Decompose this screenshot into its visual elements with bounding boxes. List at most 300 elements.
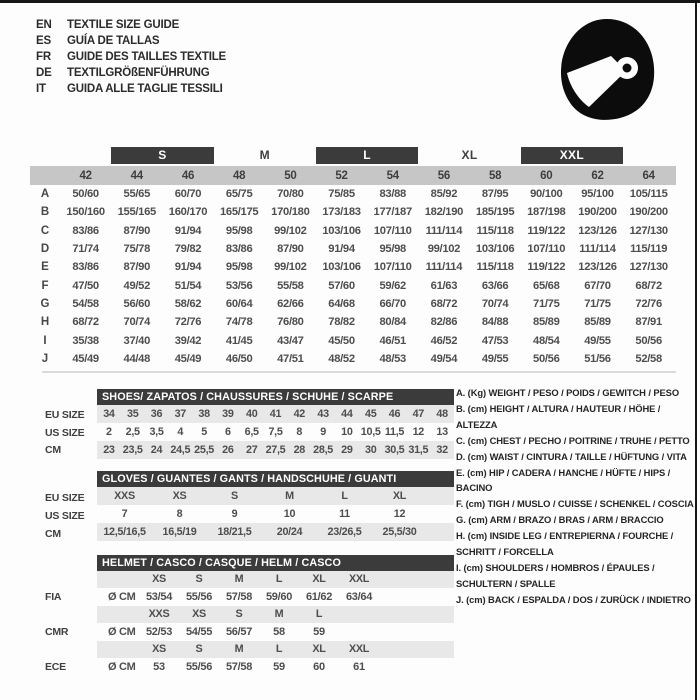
measure-value: 55/58 [277, 279, 304, 292]
helmet-size: L [275, 573, 283, 586]
measure-value: 74/78 [225, 316, 253, 329]
helmet-value: 56/57 [225, 625, 253, 638]
measure-value: 50/56 [635, 334, 662, 347]
section-value: 18/21,5 [217, 526, 252, 538]
row-letter: J [41, 352, 49, 365]
helmet-size: L [315, 608, 323, 621]
measure-row-i [30, 331, 676, 349]
measure-value: 78/82 [328, 316, 355, 329]
measure-value: 64/68 [328, 297, 355, 310]
section-value: 30 [364, 444, 377, 456]
measure-value: 57/60 [328, 279, 355, 292]
helmet-value: 59/60 [265, 590, 293, 603]
table-bottom-divider [42, 371, 676, 373]
measure-value: 71/74 [72, 243, 99, 256]
section-value: 47 [412, 408, 424, 420]
measure-row-e [30, 258, 676, 276]
measure-row-h [30, 313, 676, 331]
section-row [97, 505, 454, 523]
measure-value: 63/66 [481, 279, 509, 292]
measure-value: 105/115 [629, 188, 668, 201]
helmet-icon [553, 14, 663, 126]
size-group-m: M [259, 148, 270, 162]
language-code: IT [36, 83, 46, 95]
section-value: 23,5 [122, 444, 143, 456]
size-number: 62 [591, 169, 604, 182]
section-value: 29 [341, 444, 353, 456]
helmet-size-row [97, 606, 454, 623]
section-value: 20/24 [276, 526, 303, 538]
helmet-value: 53/54 [145, 590, 173, 603]
measure-value: 50/56 [533, 352, 560, 365]
helmet-size: XXL [348, 643, 370, 656]
measure-value: 68/72 [635, 279, 662, 292]
gloves-section-table [97, 471, 454, 541]
legend-item: J. (cm) BACK / ESPALDA / DOS / ZURÜCK / INDIETRO [456, 593, 691, 605]
measure-value: 35/38 [72, 334, 99, 347]
row-label: US SIZE [45, 427, 85, 439]
measure-value: 54/58 [72, 297, 99, 310]
section-value: 23/26,5 [327, 526, 362, 538]
measure-row-g [30, 295, 676, 313]
row-label: EU SIZE [45, 492, 85, 504]
section-row [97, 423, 454, 441]
row-letter: D [40, 243, 50, 256]
section-row [97, 487, 454, 505]
measure-value: 60/64 [225, 297, 253, 310]
measure-value: 150/160 [66, 206, 105, 219]
measure-value: 50/60 [72, 188, 99, 201]
section-value: 24 [150, 444, 163, 456]
measure-value: 59/62 [379, 279, 406, 292]
measure-value: 107/110 [373, 224, 412, 237]
measure-value: 56/60 [123, 297, 151, 310]
helmet-size: S [195, 643, 203, 656]
helmet-table [97, 555, 454, 676]
section-value: 9 [231, 508, 238, 520]
measure-value: 95/100 [581, 188, 614, 201]
section-row [97, 523, 454, 541]
language-row [36, 65, 226, 81]
measure-value: 119/122 [527, 224, 566, 237]
helmet-value: 57/58 [225, 660, 253, 673]
section-value: 31,5 [408, 444, 429, 456]
section-value: 42 [293, 408, 305, 420]
size-number: 52 [335, 169, 348, 182]
legend-item: F. (cm) TIGH / MUSLO / CUISSE / SCHENKEL / COSCIA [456, 498, 694, 510]
measure-value: 123/126 [578, 224, 617, 237]
measure-value: 47/50 [72, 279, 99, 292]
section-row [97, 441, 454, 459]
language-code: DE [36, 67, 52, 79]
language-code: FR [36, 51, 51, 63]
legend-item: I. (cm) SHOULDERS / HOMBROS / ÉPAULES / SCHULTERN / SPALLE [456, 561, 655, 589]
section-value: 28 [293, 444, 305, 456]
measure-value: 119/122 [527, 261, 566, 274]
helmet-value-row [97, 623, 454, 642]
language-title: TEXTILGRÖßENFÜHRUNG [67, 67, 210, 79]
measure-value: 58/62 [174, 297, 202, 310]
measure-value: 115/118 [476, 261, 514, 274]
shoes-section-header: SHOES/ ZAPATOS / CHAUSSURES / SCHUHE / SCARPE [97, 389, 454, 405]
section-value: 8 [176, 508, 183, 520]
measure-value: 185/195 [475, 206, 515, 219]
measure-value: 55/65 [123, 188, 151, 201]
helmet-value: 55/56 [185, 660, 213, 673]
section-value: 9 [320, 426, 326, 438]
size-number: 44 [130, 169, 143, 182]
helmet-size: M [234, 573, 244, 586]
measure-value: 107/110 [527, 243, 566, 256]
measure-value: 85/89 [584, 316, 611, 329]
section-value: 16,5/19 [162, 526, 197, 538]
helmet-value: 58 [273, 625, 285, 638]
measure-value: 177/187 [373, 206, 412, 219]
section-value: 10 [283, 508, 296, 520]
measure-value: 37/40 [123, 334, 151, 347]
language-row [36, 81, 226, 97]
section-value: 6,5 [244, 426, 259, 438]
measure-value: 83/88 [379, 188, 406, 201]
measure-row-c [30, 222, 676, 240]
measure-value: 95/98 [379, 243, 406, 256]
measure-value: 190/200 [578, 206, 617, 219]
language-title: GUÍA DE TALLAS [67, 35, 160, 47]
measure-value: 99/102 [274, 224, 307, 237]
section-value: 48 [436, 408, 448, 420]
section-value: 8 [296, 426, 303, 438]
measure-value: 72/76 [174, 316, 202, 329]
main-size-table [30, 147, 676, 373]
measure-value: 111/114 [425, 224, 463, 237]
measure-value: 49/54 [430, 352, 458, 365]
size-group-s: S [111, 147, 213, 164]
measure-value: 160/170 [168, 206, 208, 219]
measure-value: 103/106 [322, 261, 361, 274]
row-label: CM [45, 444, 61, 456]
section-value: 11 [339, 508, 350, 520]
measure-value: 48/53 [379, 352, 406, 365]
measure-value: 65/68 [533, 279, 560, 292]
size-number-row [30, 166, 676, 185]
section-value: 3,5 [149, 426, 164, 438]
legend-item: D. (cm) WAIST / CINTURA / TAILLE / HÜFTUNG / VITA [456, 450, 687, 462]
measure-value: 99/102 [427, 243, 461, 256]
measure-value: 75/85 [328, 188, 355, 201]
size-number: 54 [386, 169, 399, 182]
measure-value: 65/75 [225, 188, 253, 201]
helmet-size: M [234, 643, 244, 656]
section-value: 5 [201, 426, 207, 438]
section-value: 37 [174, 408, 186, 420]
measure-value: 39/42 [174, 334, 202, 347]
section-row [97, 405, 454, 423]
measure-value: 60/70 [174, 188, 202, 201]
measure-value: 91/94 [174, 261, 202, 274]
helmet-value: 61/62 [305, 590, 333, 603]
measure-value: 45/50 [328, 334, 355, 347]
measure-value: 76/80 [277, 316, 304, 329]
language-title: GUIDA ALLE TAGLIE TESSILI [67, 83, 223, 95]
section-value: 7 [121, 508, 128, 520]
measure-value: 44/48 [123, 352, 151, 365]
measure-value: 170/180 [271, 206, 310, 219]
measure-value: 115/119 [630, 243, 668, 256]
measure-value: 70/80 [277, 188, 304, 201]
row-letter: G [40, 297, 50, 310]
measure-value: 111/114 [579, 243, 616, 256]
measure-value: 91/94 [174, 224, 202, 237]
size-group-l: L [316, 147, 418, 164]
language-list [36, 17, 226, 97]
measure-value: 187/198 [527, 206, 566, 219]
measure-value: 75/78 [123, 243, 151, 256]
helmet-value: 59 [313, 625, 325, 638]
measure-value: 90/100 [530, 188, 563, 201]
helmet-value: 63/64 [345, 590, 373, 603]
size-number: 58 [488, 169, 502, 182]
diameter-label: Ø CM [108, 660, 136, 673]
section-value: M [285, 490, 294, 502]
helmet-value-row [97, 588, 454, 607]
language-row [36, 33, 226, 49]
measure-value: 70/74 [123, 316, 151, 329]
helmet-value: 60 [313, 660, 325, 673]
section-value: 34 [103, 408, 115, 420]
measure-value: 49/55 [481, 352, 509, 365]
section-value: 2,5 [125, 426, 140, 438]
section-value: 46 [388, 408, 401, 420]
measure-value: 41/45 [225, 334, 253, 347]
section-value: 26 [222, 444, 234, 456]
helmet-header: HELMET / CASCO / CASQUE / HELM / CASCO [97, 555, 454, 571]
helmet-value: 53 [153, 660, 165, 673]
section-value: 41 [269, 408, 282, 420]
language-title: GUIDE DES TAILLES TEXTILE [67, 51, 226, 63]
measure-value: 83/86 [72, 224, 99, 237]
row-letter: C [40, 224, 50, 237]
helmet-size: M [274, 608, 284, 621]
section-value: 27 [245, 444, 258, 456]
helmet-size-row [97, 571, 454, 588]
helmet-size: XS [152, 573, 166, 586]
measure-value: 68/72 [72, 316, 99, 329]
measure-value: 190/200 [629, 206, 668, 219]
section-value: 35 [126, 408, 139, 420]
measurement-legend [456, 385, 700, 608]
section-value: S [231, 490, 238, 502]
row-letter: A [40, 188, 50, 201]
size-group-xl: XL [461, 148, 478, 162]
language-code: ES [36, 35, 51, 47]
measure-value: 43/47 [277, 334, 304, 347]
section-value: 43 [317, 408, 329, 420]
legend-item: H. (cm) INSIDE LEG / ENTREPIERNA / FOURCHE / SCHRITT / FORCELLA [456, 530, 674, 558]
language-code: EN [36, 19, 52, 31]
row-label: EU SIZE [45, 409, 85, 421]
section-value: 44 [341, 408, 353, 420]
measure-value: 66/70 [379, 297, 406, 310]
section-value: 7,5 [268, 426, 283, 438]
legend-item: E. (cm) HIP / CADERA / HANCHE / HÜFTE / HIPS / BACINO [456, 466, 671, 494]
measure-value: 91/94 [328, 243, 355, 256]
helmet-size: XS [192, 608, 206, 621]
row-letter: E [41, 261, 49, 274]
measure-value: 87/90 [123, 261, 151, 274]
measure-value: 87/95 [481, 188, 509, 201]
section-value: XS [172, 490, 187, 502]
helmet-value: 55/56 [185, 590, 213, 603]
measure-value: 99/102 [274, 261, 307, 274]
measure-value: 49/55 [584, 334, 611, 347]
size-number: 50 [284, 169, 297, 182]
legend-item: B. (cm) HEIGHT / ALTURA / HAUTEUR / HÖHE / ALTEZZA [456, 402, 661, 430]
row-letter: B [40, 206, 50, 219]
size-number: 64 [642, 169, 655, 182]
section-value: 32 [436, 444, 448, 456]
measure-value: 103/106 [322, 224, 361, 237]
row-label: US SIZE [45, 510, 85, 522]
measure-value: 45/49 [72, 352, 99, 365]
measure-value: 67/70 [584, 279, 611, 292]
section-value: 28,5 [313, 444, 333, 456]
measure-value: 95/98 [225, 261, 253, 274]
measure-value: 111/114 [425, 261, 463, 274]
measure-value: 123/126 [578, 261, 617, 274]
section-value: 40 [245, 408, 258, 420]
measure-value: 49/52 [123, 279, 151, 292]
measure-value: 79/82 [174, 243, 202, 256]
measure-value: 165/175 [219, 206, 259, 219]
section-value: 27,5 [265, 444, 286, 456]
gloves-section-header: GLOVES / GUANTES / GANTS / HANDSCHUHE / GUANTI [97, 471, 454, 487]
helmet-size: XL [312, 573, 326, 586]
row-letter: H [40, 316, 50, 329]
standard-label-fia: FIA [45, 591, 62, 603]
helmet-value: 57/58 [225, 590, 253, 603]
measure-value: 107/110 [373, 261, 412, 274]
measure-value: 61/63 [430, 279, 458, 292]
measure-row-f [30, 276, 676, 294]
language-row [36, 49, 226, 65]
diameter-label: Ø CM [108, 590, 136, 603]
section-value: 13 [436, 426, 448, 438]
measure-value: 71/75 [584, 297, 611, 310]
legend-item: C. (cm) CHEST / PECHO / POITRINE / TRUHE / PETTO [456, 434, 690, 446]
measure-value: 95/98 [225, 224, 253, 237]
measure-value: 87/90 [277, 243, 304, 256]
helmet-value: 54/55 [185, 625, 213, 638]
section-value: 10,5 [360, 426, 381, 438]
measure-value: 46/52 [430, 334, 458, 347]
helmet-size: XS [152, 643, 166, 656]
measure-value: 82/86 [430, 316, 458, 329]
measure-value: 46/50 [225, 352, 253, 365]
standard-label-cmr: CMR [45, 626, 69, 638]
measure-value: 47/51 [277, 352, 304, 365]
section-value: L [341, 490, 348, 502]
measure-value: 70/74 [481, 297, 509, 310]
measure-value: 84/88 [481, 316, 509, 329]
measure-value: 85/89 [533, 316, 560, 329]
measure-value: 127/130 [629, 224, 668, 237]
section-value: 2 [106, 426, 112, 438]
section-value: 11,5 [384, 426, 405, 438]
measure-value: 115/118 [476, 224, 514, 237]
measure-value: 51/56 [584, 352, 611, 365]
section-value: 12 [412, 426, 424, 438]
size-header-row [30, 147, 676, 164]
measure-value: 83/86 [225, 243, 253, 256]
size-number: 56 [437, 169, 450, 182]
measure-value: 80/84 [379, 316, 406, 329]
section-value: 23 [103, 444, 115, 456]
measure-value: 45/49 [174, 352, 202, 365]
language-row [36, 17, 226, 33]
measure-value: 155/165 [117, 206, 156, 219]
measure-value: 72/76 [635, 297, 662, 310]
size-number: 42 [79, 169, 92, 182]
size-group-xxl: XXL [521, 147, 623, 164]
measure-row-a [30, 185, 676, 203]
legend-item: G. (cm) ARM / BRAZO / BRAS / ARM / BRACCIO [456, 514, 664, 526]
section-value: 4 [177, 426, 184, 438]
helmet-size: L [275, 643, 283, 656]
top-border [0, 0, 700, 3]
section-value: 45 [364, 408, 377, 420]
section-value: 36 [150, 408, 163, 420]
diameter-label: Ø CM [108, 625, 136, 638]
helmet-size-row [97, 641, 454, 658]
measure-value: 52/58 [635, 352, 662, 365]
language-title: TEXTILE SIZE GUIDE [67, 19, 180, 31]
measure-value: 71/75 [533, 297, 560, 310]
helmet-value-row [97, 658, 454, 677]
size-number: 60 [540, 169, 553, 182]
helmet-size: S [235, 608, 243, 621]
shoes-section-table [97, 389, 454, 459]
measure-value: 87/91 [635, 316, 662, 329]
section-value: 38 [198, 408, 210, 420]
section-value: 25,5/30 [382, 526, 417, 538]
section-value: XXS [114, 490, 135, 502]
helmet-value: 52/53 [145, 625, 173, 638]
measure-value: 47/53 [481, 334, 509, 347]
row-label: CM [45, 528, 61, 540]
section-value: 25,5 [194, 444, 214, 456]
measure-row-d [30, 240, 676, 258]
measure-value: 48/52 [328, 352, 355, 365]
row-letter: F [41, 279, 49, 292]
measure-value: 85/92 [430, 188, 458, 201]
standard-label-ece: ECE [45, 661, 66, 673]
size-number: 46 [181, 169, 195, 182]
measure-value: 62/66 [277, 297, 304, 310]
section-value: 12 [393, 508, 406, 520]
section-value: 24,5 [170, 444, 191, 456]
helmet-size: XL [312, 643, 326, 656]
section-value: 30,5 [384, 444, 405, 456]
helmet-size: S [195, 573, 203, 586]
helmet-value: 61 [353, 660, 365, 673]
measure-row-j [30, 350, 676, 368]
section-value: 10 [341, 426, 353, 438]
measure-value: 87/90 [123, 224, 151, 237]
measure-value: 127/130 [629, 261, 668, 274]
measure-row-b [30, 203, 676, 221]
row-letter: I [43, 334, 47, 347]
measure-value: 103/106 [475, 243, 515, 256]
